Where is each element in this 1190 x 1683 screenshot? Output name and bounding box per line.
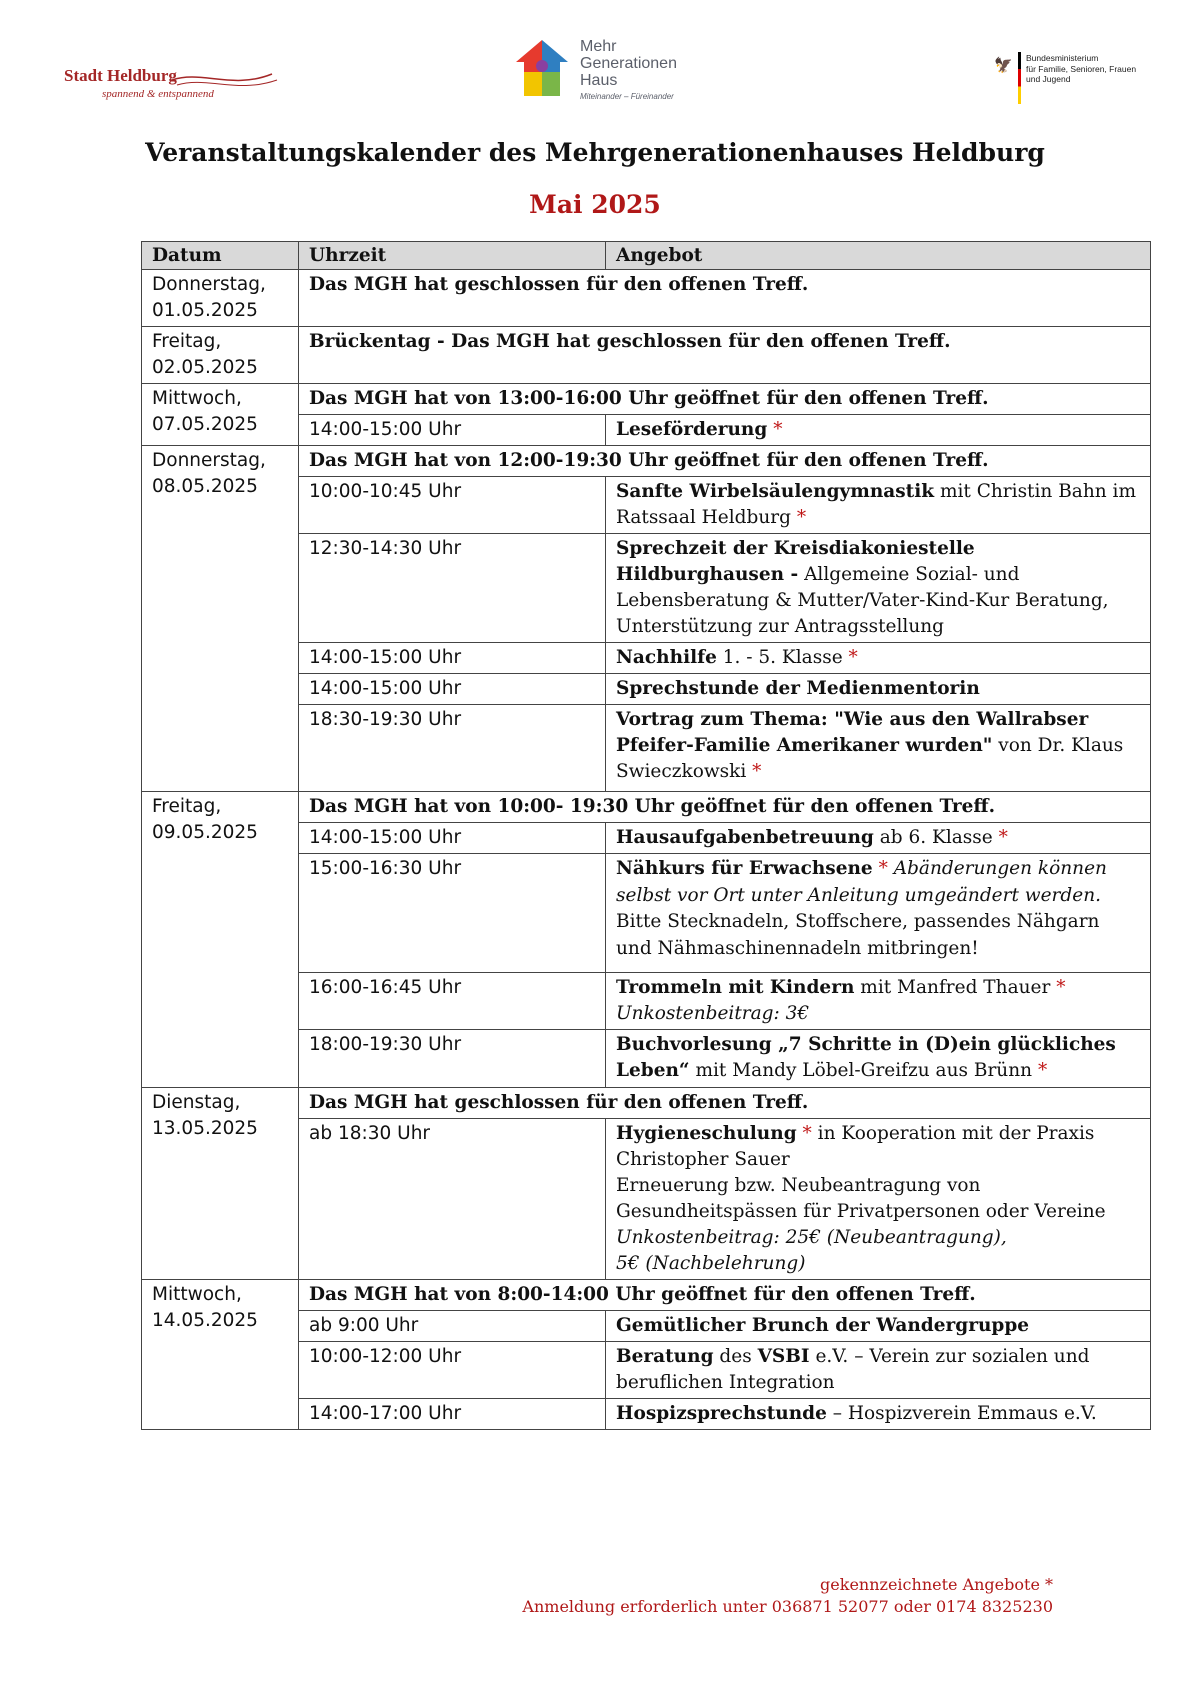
event-cell: Buchvorlesung „7 Schritte in (D)ein glückliches Leben“ mit Mandy Löbel-Greifzu aus Brünn * <box>606 1030 1151 1088</box>
mgh-logo-text: Mehr Generationen Haus <box>580 38 677 89</box>
time-cell: 14:00-15:00 Uhr <box>299 674 606 705</box>
date-cell: Mittwoch, 14.05.2025 <box>142 1280 299 1430</box>
event-cell: Trommeln mit Kindern mit Manfred Thauer * Unkostenbeitrag: 3€ <box>606 973 1151 1030</box>
date-cell: Donnerstag, 08.05.2025 <box>142 446 299 792</box>
event-cell: Gemütlicher Brunch der Wandergruppe <box>606 1311 1151 1342</box>
heldburg-swoosh-icon <box>172 68 282 104</box>
heldburg-logo-name: Stadt Heldburg <box>64 66 177 85</box>
column-header-datum: Datum <box>142 242 299 270</box>
time-cell: 14:00-15:00 Uhr <box>299 643 606 674</box>
german-flag-bar <box>1018 52 1021 104</box>
day-note: Das MGH hat von 12:00-19:30 Uhr geöffnet für den offenen Treff. <box>299 446 1151 477</box>
event-cell: Leseförderung * <box>606 415 1151 446</box>
table-row <box>142 384 1151 415</box>
footnote-line-2: Anmeldung erforderlich unter 036871 52077 oder 0174 8325230 <box>522 1597 1053 1616</box>
event-cell: Sprechstunde der Medienmentorin <box>606 674 1151 705</box>
time-cell: 14:00-15:00 Uhr <box>299 415 606 446</box>
time-cell: ab 18:30 Uhr <box>299 1119 606 1280</box>
time-cell: 16:00-16:45 Uhr <box>299 973 606 1030</box>
heldburg-logo-tagline: spannend & entspannend <box>102 88 214 100</box>
event-cell: Beratung des VSBI e.V. – Verein zur sozialen und beruflichen Integration <box>606 1342 1151 1399</box>
day-note: Das MGH hat geschlossen für den offenen Treff. <box>299 1088 1151 1119</box>
table-row <box>142 327 1151 384</box>
table-row <box>142 270 1151 327</box>
day-note: Das MGH hat von 10:00- 19:30 Uhr geöffnet für den offenen Treff. <box>299 792 1151 823</box>
time-cell: 18:30-19:30 Uhr <box>299 705 606 792</box>
event-cell: Hygieneschulung * in Kooperation mit der Praxis Christopher Sauer Erneuerung bzw. Neubeantragung von Gesundheitspässen für Privatpersonen oder Vereine Unkostenbeitrag: 25€ (Neubeantragung), 5€ (Nachbelehrung) <box>606 1119 1151 1280</box>
federal-eagle-icon: 🦅 <box>994 56 1013 74</box>
event-calendar-table <box>141 241 1151 1430</box>
time-cell: 10:00-12:00 Uhr <box>299 1342 606 1399</box>
day-note: Das MGH hat von 8:00-14:00 Uhr geöffnet für den offenen Treff. <box>299 1280 1151 1311</box>
table-row <box>142 446 1151 477</box>
date-cell: Mittwoch, 07.05.2025 <box>142 384 299 446</box>
ministry-logo-text: Bundesministerium für Familie, Senioren, Frauen und Jugend <box>1026 53 1137 84</box>
event-cell: Hospizsprechstunde – Hospizverein Emmaus e.V. <box>606 1399 1151 1430</box>
event-cell: Sprechzeit der Kreisdiakoniestelle Hildburghausen - Allgemeine Sozial- und Lebensberatung & Mutter/Vater-Kind-Kur Beratung, Unterstützung zur Antragsstellung <box>606 534 1151 643</box>
heldburg-logo <box>62 60 227 110</box>
date-cell: Freitag, 02.05.2025 <box>142 327 299 384</box>
mgh-logo <box>510 36 710 106</box>
mgh-house-icon <box>510 36 574 100</box>
footnote <box>522 1574 1053 1618</box>
table-row <box>142 792 1151 823</box>
column-header-uhrzeit: Uhrzeit <box>299 242 606 270</box>
date-cell: Donnerstag, 01.05.2025 <box>142 270 299 327</box>
table-row <box>142 1280 1151 1311</box>
day-note: Brückentag - Das MGH hat geschlossen für den offenen Treff. <box>299 327 1151 384</box>
event-cell: Sanfte Wirbelsäulengymnastik mit Christin Bahn im Ratssaal Heldburg * <box>606 477 1151 534</box>
page-subtitle: Mai 2025 <box>529 190 661 219</box>
ministry-logo <box>990 52 1140 108</box>
time-cell: ab 9:00 Uhr <box>299 1311 606 1342</box>
day-note: Das MGH hat von 13:00-16:00 Uhr geöffnet für den offenen Treff. <box>299 384 1151 415</box>
time-cell: 18:00-19:30 Uhr <box>299 1030 606 1088</box>
time-cell: 14:00-17:00 Uhr <box>299 1399 606 1430</box>
day-note: Das MGH hat geschlossen für den offenen Treff. <box>299 270 1151 327</box>
event-cell: Vortrag zum Thema: "Wie aus den Wallrabser Pfeifer-Familie Amerikaner wurden" von Dr. Klaus Swieczkowski * <box>606 705 1151 792</box>
event-cell: Nähkurs für Erwachsene * Abänderungen können selbst vor Ort unter Anleitung umgeändert werden. Bitte Stecknadeln, Stoffschere, passendes Nähgarn und Nähmaschinennadeln mitbringen! <box>606 854 1151 973</box>
event-cell: Nachhilfe 1. - 5. Klasse * <box>606 643 1151 674</box>
time-cell: 12:30-14:30 Uhr <box>299 534 606 643</box>
column-header-angebot: Angebot <box>606 242 1151 270</box>
time-cell: 14:00-15:00 Uhr <box>299 823 606 854</box>
mgh-logo-slogan: Miteinander – Füreinander <box>580 92 674 101</box>
table-row <box>142 1088 1151 1119</box>
time-cell: 15:00-16:30 Uhr <box>299 854 606 973</box>
event-cell: Hausaufgabenbetreuung ab 6. Klasse * <box>606 823 1151 854</box>
table-header-row <box>142 242 1151 270</box>
page-title: Veranstaltungskalender des Mehrgenerationenhauses Heldburg <box>145 138 1045 167</box>
time-cell: 10:00-10:45 Uhr <box>299 477 606 534</box>
date-cell: Dienstag, 13.05.2025 <box>142 1088 299 1280</box>
footnote-line-1: gekennzeichnete Angebote * <box>820 1575 1053 1594</box>
date-cell: Freitag, 09.05.2025 <box>142 792 299 1088</box>
